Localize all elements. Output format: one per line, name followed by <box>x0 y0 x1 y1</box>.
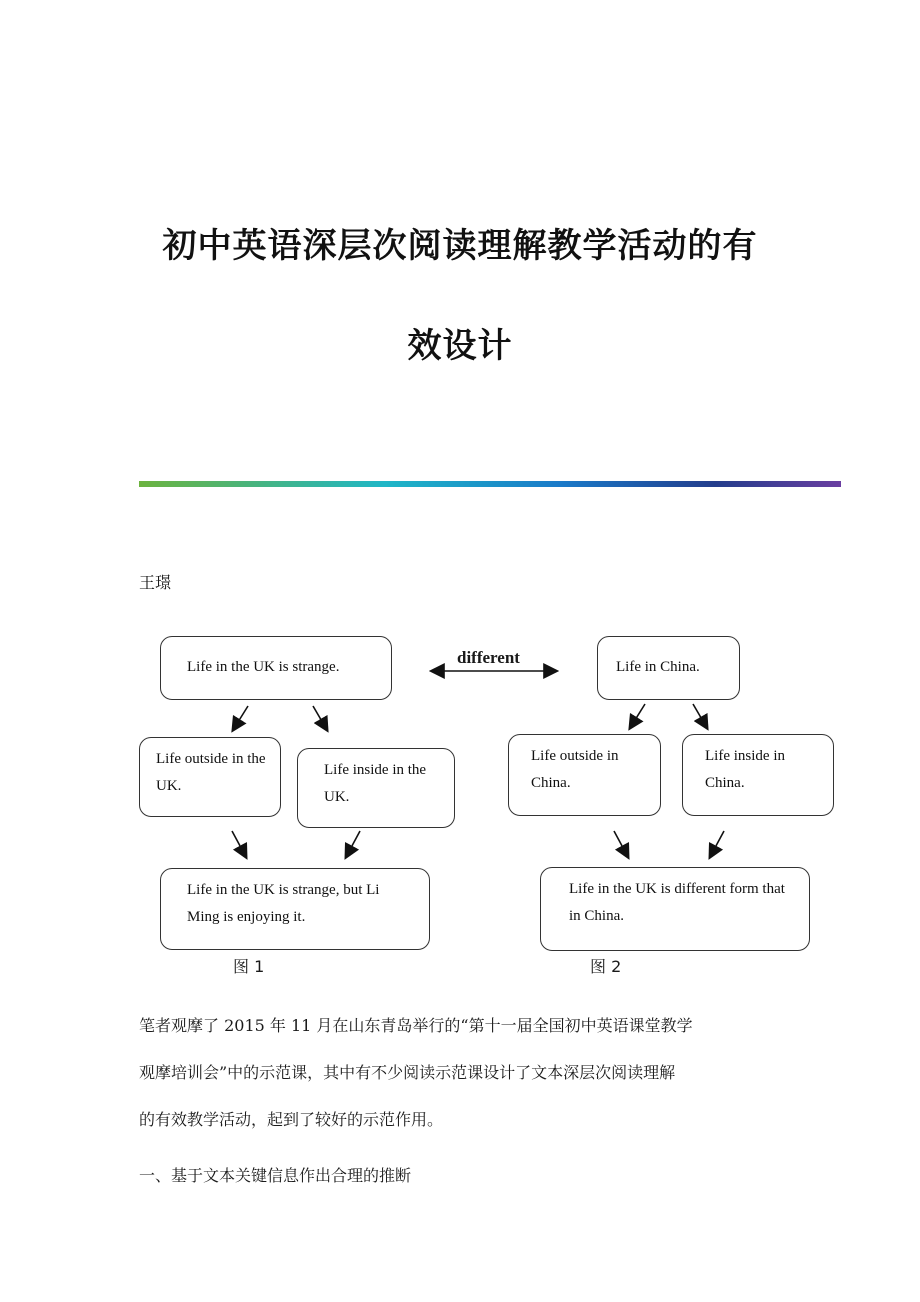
document-title-line-1: 初中英语深层次阅读理解教学活动的有 <box>162 226 758 266</box>
document-title-line-2: 效设计 <box>407 326 513 366</box>
arrow-right-outside-to-bottom <box>614 831 628 857</box>
section-heading-1: 一、基于文本关键信息作出合理的推断 <box>139 1166 412 1185</box>
figure-2-caption: 图 2 <box>590 957 622 976</box>
arrow-left-outside-to-bottom <box>232 831 246 857</box>
left-bottom-box: Life in the UK is strange, but Li Ming is enjoying it. <box>160 868 430 950</box>
left-inside-box: Life inside in the UK. <box>297 748 455 828</box>
arrow-right-top-to-outside <box>630 704 645 728</box>
right-bottom-box: Life in the UK is different form that in China. <box>540 867 810 951</box>
figure-1-caption: 图 1 <box>233 957 265 976</box>
arrow-right-inside-to-bottom <box>710 831 724 857</box>
right-outside-box: Life outside in China. <box>508 734 661 816</box>
arrow-left-top-to-inside <box>313 706 327 730</box>
arrow-left-inside-to-bottom <box>346 831 360 857</box>
author-name: 王璟 <box>139 573 172 592</box>
body-paragraph-line-2: 观摩培训会”中的示范课，其中有不少阅读示范课设计了文本深层次阅读理解 <box>139 1063 676 1082</box>
arrow-right-top-to-inside <box>693 704 707 728</box>
right-inside-box: Life inside in China. <box>682 734 834 816</box>
body-paragraph-line-1: 笔者观摩了 2015 年 11 月在山东青岛举行的“第十一届全国初中英语课堂教学 <box>139 1016 693 1035</box>
different-label: different <box>457 648 520 667</box>
right-top-box: Life in China. <box>597 636 740 700</box>
left-top-box: Life in the UK is strange. <box>160 636 392 700</box>
body-paragraph-line-3: 的有效教学活动，起到了较好的示范作用。 <box>139 1110 444 1129</box>
left-outside-box: Life outside in the UK. <box>139 737 281 817</box>
arrow-left-top-to-outside <box>233 706 248 730</box>
